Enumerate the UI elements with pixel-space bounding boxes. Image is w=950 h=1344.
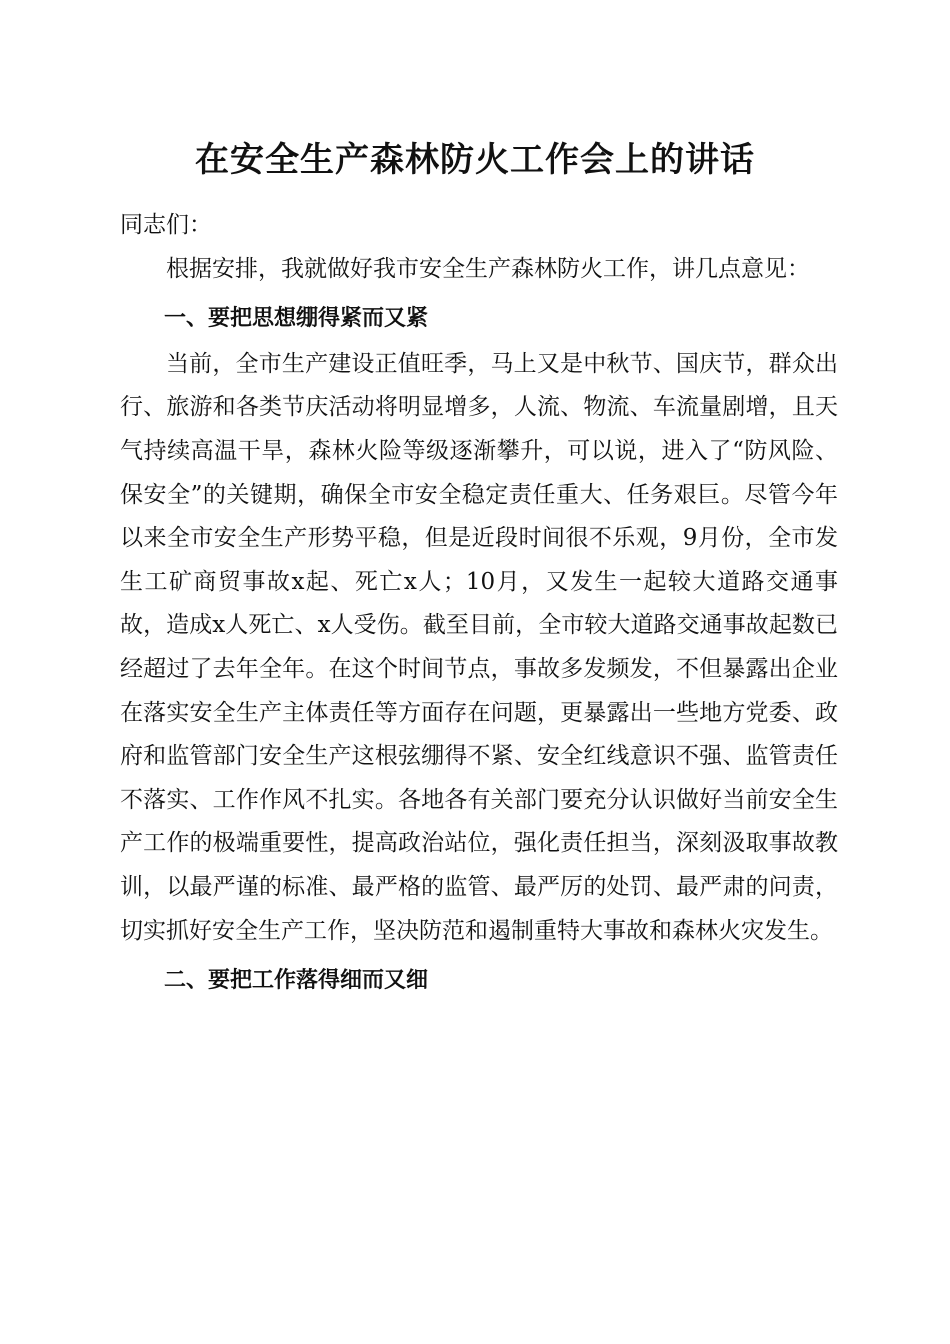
section-heading-2: 二、要把工作落得细而又细 [164, 968, 429, 994]
section-paragraph-1: 当前，全市生产建设正值旺季，马上又是中秋节、国庆节，群众出行、旅游和各类节庆活动将明显增多，人流、物流、车流量剧增，且天气持续高温干旱，森林火险等级逐渐攀升，可以说，进入了“防风险、保安全”的关键期，确保全市安全稳定责任重大、任务艰巨。尽管今年以来全市安全生产形势平稳，但是近段时间很不乐观，9月份，全市发生工矿商贸事故x起、死亡x人；10月，又发生一起较大道路交通事故，造成x人死亡、x人受伤。截至目前，全市较大道路交通事故起数已经超过了去年全年。在这个时间节点，事故多发频发，不但暴露出企业在落实安全生产主体责任等方面存在问题，更暴露出一些地方党委、政府和监管部门安全生产这根弦绷得不紧、安全红线意识不强、监管责任不落实、工作作风不扎实。各地各有关部门要充分认识做好当前安全生产工作的极端重要性，提高政治站位，强化责任担当，深刻汲取事故教训，以最严谨的标准、最严格的监管、最严厉的处罚、最严肃的问责，切实抓好安全生产工作，坚决防范和遏制重特大事故和森林火灾发生。 [120, 350, 838, 944]
document-body [120, 204, 838, 1005]
salutation: 同志们： [120, 212, 212, 238]
document-title: 在安全生产森林防火工作会上的讲话 [195, 140, 755, 180]
section-heading-1: 一、要把思想绷得紧而又紧 [164, 306, 429, 332]
intro-paragraph: 根据安排，我就做好我市安全生产森林防火工作，讲几点意见： [166, 255, 810, 282]
